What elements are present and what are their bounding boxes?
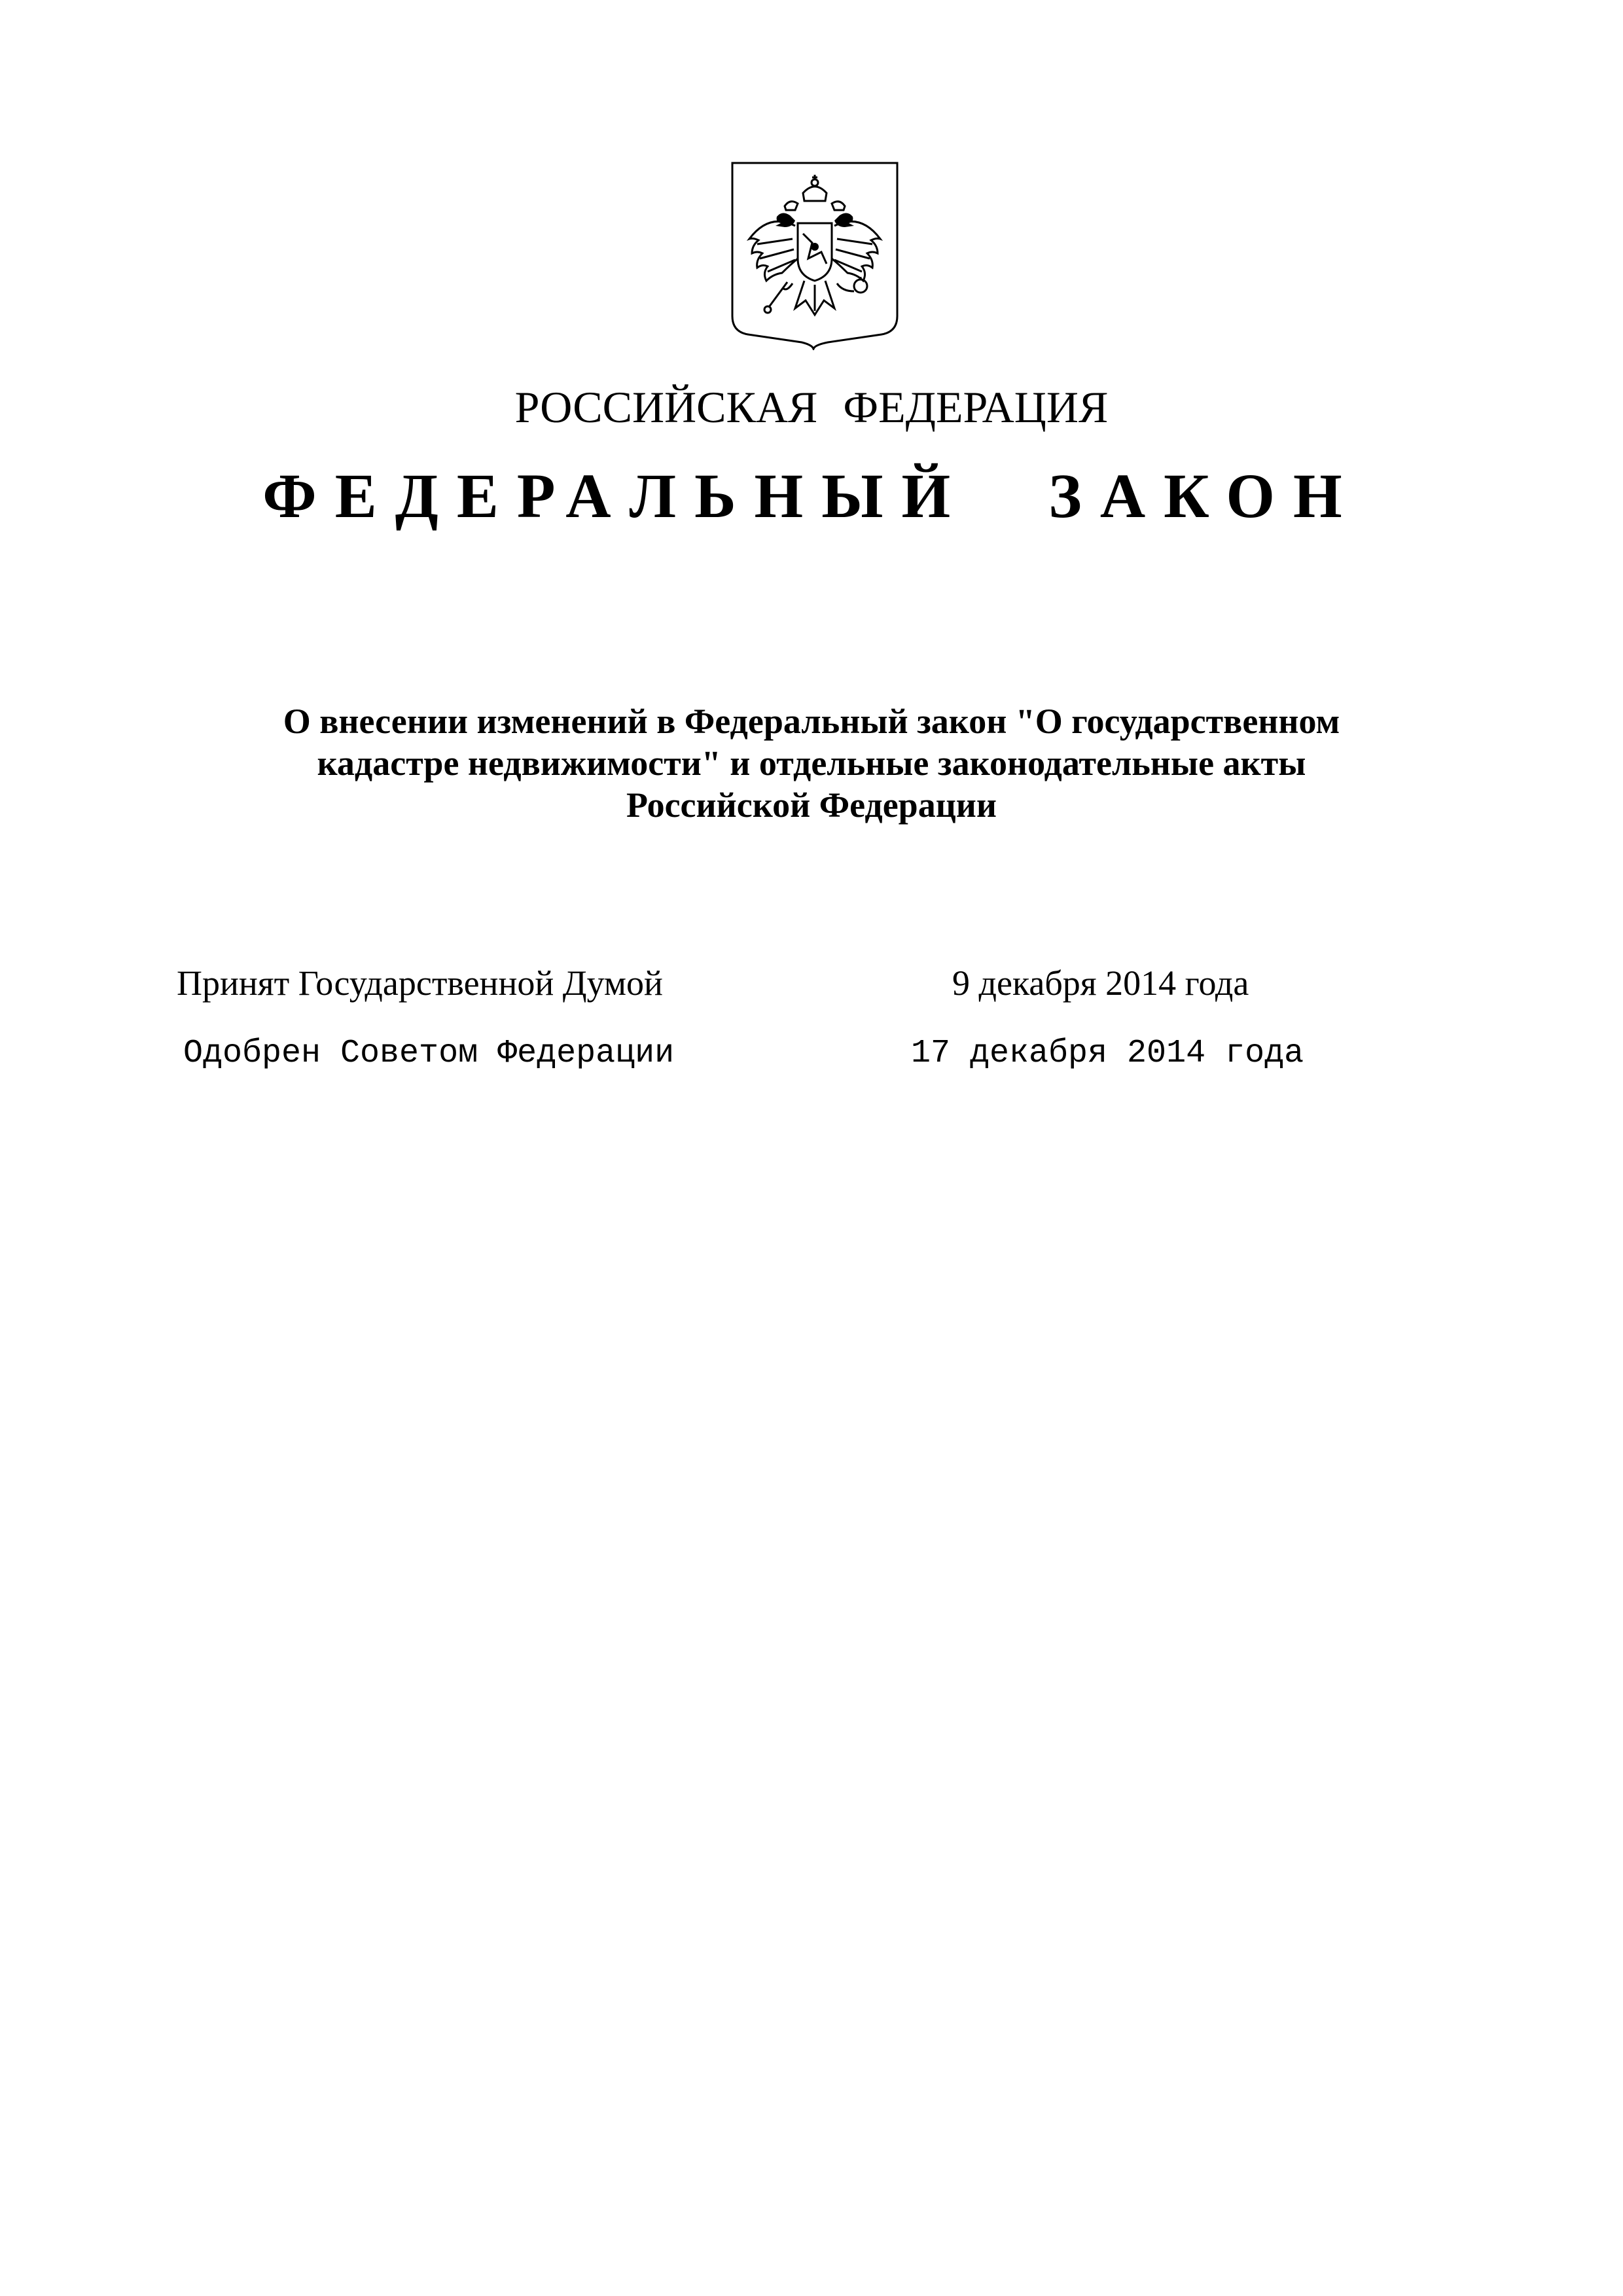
law-title-line: Российской Федерации <box>626 785 997 825</box>
adopted-date: 9 декабря 2014 года <box>952 963 1249 1003</box>
country-name: РОССИЙСКАЯ ФЕДЕРАЦИЯ <box>514 382 1109 432</box>
approved-date: 17 декабря 2014 года <box>911 1035 1304 1072</box>
approved-by-council-label: Одобрен Советом Федерации <box>183 1035 675 1072</box>
law-title-line: О внесении изменений в Федеральный закон "О государственном <box>283 702 1340 741</box>
coat-of-arms-icon <box>730 160 900 350</box>
adopted-by-duma-label: Принят Государственной Думой <box>177 963 663 1003</box>
law-title <box>196 700 1427 826</box>
document-type: ФЕДЕРАЛЬНЫЙ ЗАКОН <box>262 461 1361 531</box>
law-title-line: кадастре недвижимости" и отдельные законодательные акты <box>317 744 1306 783</box>
